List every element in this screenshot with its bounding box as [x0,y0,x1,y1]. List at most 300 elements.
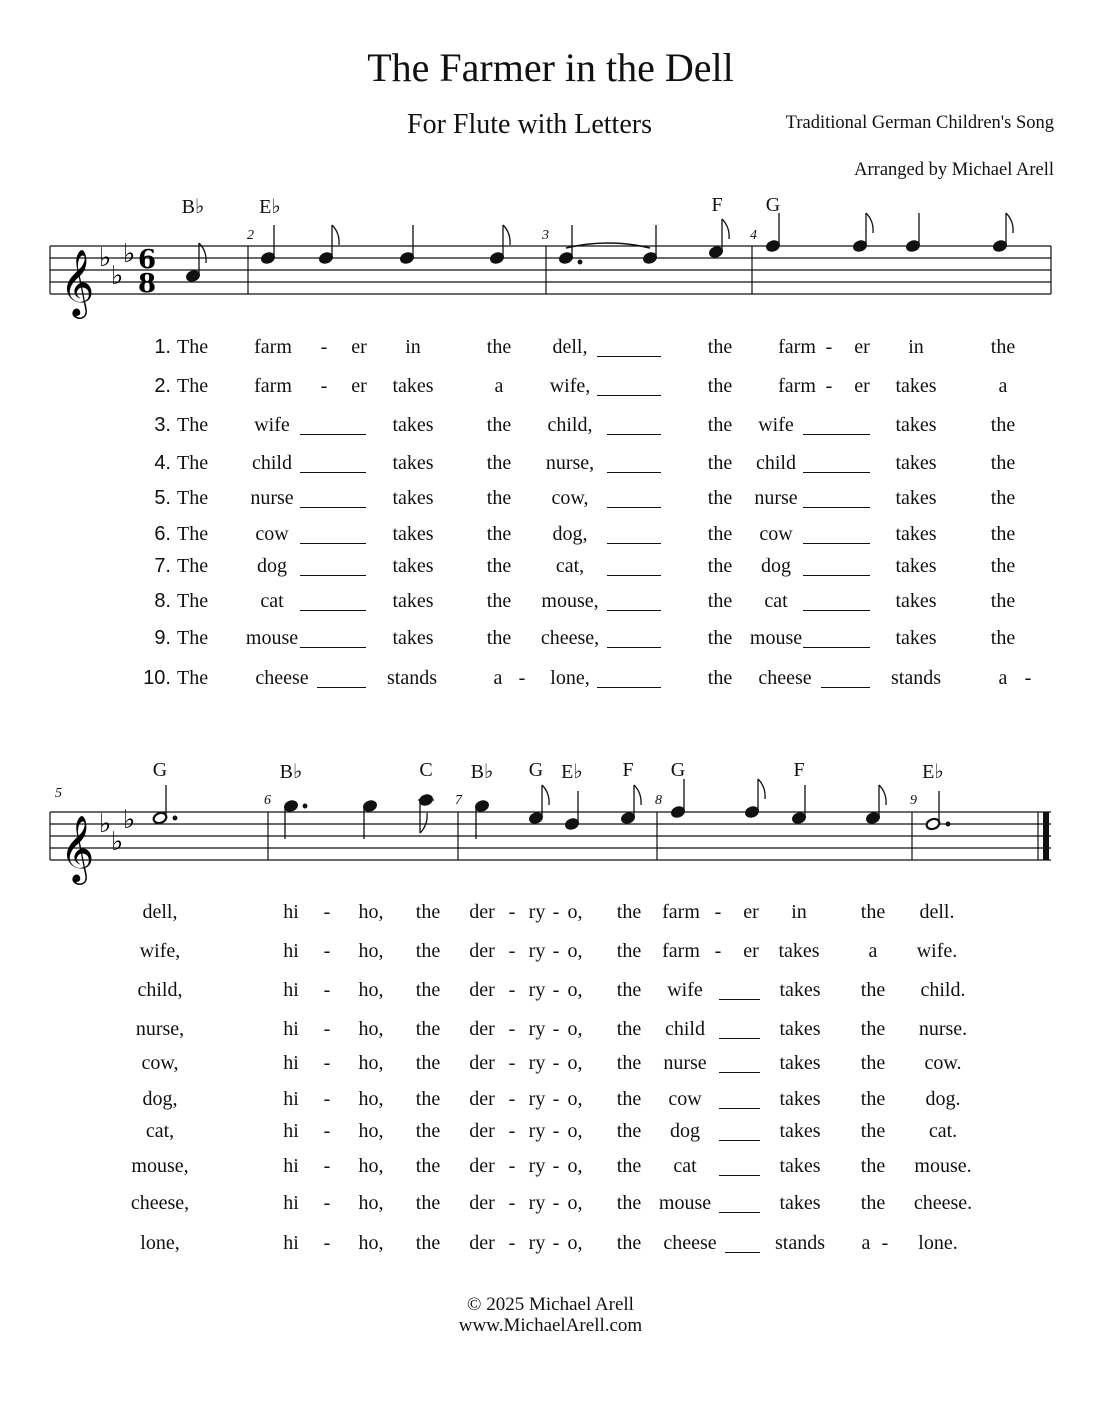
lyric-syllable: the [486,452,512,474]
lyric-syllable: hi [283,940,299,962]
lyric-syllable: - [323,1088,331,1110]
lyric-syllable: takes [895,590,937,612]
lyric-syllable: - [323,1120,331,1142]
lyric-syllable: - [552,1052,560,1074]
lyric-syllable: der [469,979,495,1001]
lyric-syllable: takes [392,523,434,545]
lyric-syllable: cheese, [130,1192,190,1214]
chord-symbol: G [528,759,544,781]
lyric-syllable: stands [891,667,941,689]
chord-symbol: B♭ [181,196,205,218]
lyric-syllable: dog. [925,1088,961,1110]
lyric-syllable: a [861,1232,871,1254]
lyric-extender [719,1175,760,1176]
lyric-syllable: cow, [551,487,589,509]
lyric-syllable: farm [662,940,700,962]
lyric-syllable: takes [392,627,434,649]
lyric-syllable: ho, [358,1155,384,1177]
lyric-syllable: hi [283,1018,299,1040]
chord-symbol: G [152,759,168,781]
lyric-syllable: the [616,1192,642,1214]
lyric-syllable: the [415,901,441,923]
final-barline [1043,812,1049,860]
lyric-syllable: ry [528,940,546,962]
lyric-syllable: - [552,1155,560,1177]
lyric-syllable: mouse, [541,590,599,612]
lyric-syllable: the [990,555,1016,577]
lyric-syllable: takes [779,1018,821,1040]
verse-number: 10. [143,667,171,689]
verse-number: 3. [154,414,171,436]
treble-clef: 𝄞 [60,814,95,882]
lyric-syllable: the [860,1052,886,1074]
lyric-syllable: hi [283,1120,299,1142]
lyric-syllable: ry [528,901,546,923]
lyric-syllable: cat [673,1155,697,1177]
lyric-syllable: a [998,375,1008,397]
lyric-syllable: the [616,1120,642,1142]
lyric-syllable: takes [779,1088,821,1110]
lyric-syllable: the [415,1155,441,1177]
lyric-syllable: - [508,1088,516,1110]
lyric-syllable: the [415,1232,441,1254]
lyric-syllable: takes [779,1052,821,1074]
lyric-syllable: farm [254,375,292,397]
lyric-syllable: wife [667,979,703,1001]
lyric-syllable: ry [528,1232,546,1254]
lyric-syllable: - [508,1018,516,1040]
svg-text:♭: ♭ [111,261,124,291]
lyric-syllable: child, [137,979,183,1001]
svg-text:♭: ♭ [123,805,136,835]
lyric-syllable: the [860,1192,886,1214]
lyric-syllable: the [707,375,733,397]
lyric-syllable: child [252,452,292,474]
lyric-syllable: the [486,487,512,509]
lyric-syllable: the [415,1088,441,1110]
lyric-syllable: the [990,414,1016,436]
lyric-syllable: the [486,336,512,358]
lyric-syllable: the [990,523,1016,545]
lyric-syllable: o, [567,979,583,1001]
song-title: The Farmer in the Dell [367,45,734,90]
lyric-syllable: hi [283,1155,299,1177]
lyric-syllable: cheese. [913,1192,973,1214]
lyric-syllable: the [707,336,733,358]
lyric-syllable: - [714,901,722,923]
lyric-syllable: the [486,555,512,577]
verse-number: 7. [154,555,171,577]
song-subtitle: For Flute with Letters [407,109,652,140]
arranger-credit: Arranged by Michael Arell [854,160,1054,180]
lyric-syllable: stands [387,667,437,689]
lyric-syllable: a [868,940,878,962]
lyric-syllable: er [743,940,759,962]
lyric-syllable: the [990,627,1016,649]
lyric-syllable: - [552,1232,560,1254]
lyric-syllable: hi [283,1088,299,1110]
lyric-syllable: o, [567,1155,583,1177]
lyric-syllable: cheese [255,667,309,689]
lyric-syllable: takes [779,1120,821,1142]
lyric-syllable: - [508,1120,516,1142]
lyric-syllable: cow [668,1088,702,1110]
lyric-syllable: the [415,940,441,962]
lyric-syllable: the [616,1052,642,1074]
lyric-syllable: a [493,667,503,689]
lyric-syllable: der [469,1018,495,1040]
lyric-extender [725,1252,760,1253]
lyric-syllable: hi [283,901,299,923]
lyric-syllable: takes [392,487,434,509]
lyric-syllable: The [177,555,209,577]
lyric-syllable: the [990,336,1016,358]
lyric-syllable: nurse, [135,1018,185,1040]
lyric-syllable: a [998,667,1008,689]
measure-number: 7 [455,793,462,808]
lyric-syllable: nurse [250,487,294,509]
lyric-syllable: the [415,979,441,1001]
lyric-syllable: - [508,1192,516,1214]
lyric-syllable: the [707,590,733,612]
lyric-syllable: mouse [245,627,299,649]
lyric-syllable: ho, [358,1018,384,1040]
lyric-syllable: - [320,336,328,358]
lyric-syllable: - [825,336,833,358]
lyric-syllable: wife [254,414,290,436]
lyric-syllable: hi [283,979,299,1001]
chord-symbol: F [793,759,805,781]
lyric-syllable: mouse [658,1192,712,1214]
lyric-syllable: child [665,1018,705,1040]
lyric-syllable: The [177,590,209,612]
verse-number: 4. [154,452,171,474]
lyric-syllable: hi [283,1232,299,1254]
lyric-syllable: o, [567,1052,583,1074]
lyric-extender [719,1038,760,1039]
lyric-syllable: ry [528,1120,546,1142]
lyric-syllable: - [552,979,560,1001]
lyric-syllable: cheese [663,1232,717,1254]
lyric-syllable: der [469,1052,495,1074]
lyric-syllable: er [854,336,870,358]
lyric-syllable: dell. [919,901,955,923]
svg-text:♭: ♭ [99,809,112,839]
lyric-syllable: The [177,627,209,649]
lyric-syllable: o, [567,1232,583,1254]
lyric-syllable: the [616,1088,642,1110]
lyric-syllable: the [860,901,886,923]
lyric-syllable: stands [775,1232,825,1254]
lyric-syllable: dell, [552,336,588,358]
lyric-syllable: ry [528,1155,546,1177]
lyric-syllable: cat [764,590,788,612]
website: www.MichaelArell.com [458,1315,643,1336]
chord-symbol: E♭ [561,761,583,783]
chord-symbol: E♭ [922,761,944,783]
lyric-syllable: the [616,1155,642,1177]
lyric-syllable: the [860,1018,886,1040]
chord-symbol: F [711,194,723,216]
lyric-syllable: - [323,1192,331,1214]
lyric-syllable: - [508,1155,516,1177]
lyric-syllable: ry [528,1052,546,1074]
lyric-syllable: - [881,1232,889,1254]
lyric-syllable: o, [567,901,583,923]
measure-number: 5 [55,786,62,801]
footer [0,1294,1101,1336]
lyric-syllable: cat [260,590,284,612]
lyric-syllable: der [469,901,495,923]
lyric-syllable: der [469,1088,495,1110]
lyric-syllable: ry [528,1018,546,1040]
lyric-syllable: lone. [918,1232,958,1254]
measure-number: 8 [655,793,662,808]
lyric-syllable: - [323,1052,331,1074]
lyric-syllable: the [486,590,512,612]
lyric-syllable: takes [392,590,434,612]
lyric-syllable: ho, [358,1052,384,1074]
lyric-syllable: takes [392,555,434,577]
treble-clef: 𝄞 [60,248,95,316]
verse-number: 5. [154,487,171,509]
chord-symbol: C [419,759,433,781]
chord-symbol: F [622,759,634,781]
lyric-syllable: the [707,523,733,545]
lyric-syllable: takes [779,1192,821,1214]
measure-number: 3 [542,228,549,243]
lyric-syllable: cow [759,523,793,545]
chord-symbol: G [765,194,781,216]
lyric-syllable: - [323,1018,331,1040]
lyric-syllable: The [177,667,209,689]
lyric-syllable: ho, [358,1192,384,1214]
lyric-syllable: a [494,375,504,397]
svg-text:♭: ♭ [123,239,136,269]
lyric-syllable: der [469,1120,495,1142]
lyric-syllable: the [415,1192,441,1214]
lyric-syllable: dell, [142,901,178,923]
lyric-syllable: the [707,487,733,509]
lyric-syllable: - [508,979,516,1001]
lyric-syllable: er [743,901,759,923]
lyric-syllable: o, [567,1018,583,1040]
lyric-syllable: cow [255,523,289,545]
lyric-syllable: takes [895,487,937,509]
lyric-syllable: - [552,1088,560,1110]
lyric-syllable: takes [779,979,821,1001]
measure-number: 6 [264,793,271,808]
lyric-syllable: - [508,1052,516,1074]
lyric-syllable: o, [567,940,583,962]
chord-symbol: G [670,759,686,781]
lyric-syllable: ho, [358,1088,384,1110]
lyric-syllable: The [177,452,209,474]
lyric-syllable: the [486,627,512,649]
lyric-syllable: hi [283,1052,299,1074]
chord-symbol: E♭ [259,196,281,218]
lyric-syllable: wife. [916,940,958,962]
svg-text:♭: ♭ [99,243,112,273]
lyric-syllable: farm [662,901,700,923]
lyric-syllable: wife, [549,375,591,397]
lyric-syllable: child. [920,979,966,1001]
lyric-syllable: the [860,1120,886,1142]
lyric-syllable: - [508,940,516,962]
lyric-syllable: The [177,414,209,436]
lyric-syllable: er [854,375,870,397]
lyric-syllable: farm [778,336,816,358]
lyric-syllable: the [616,940,642,962]
lyric-syllable: takes [779,1155,821,1177]
lyric-syllable: The [177,523,209,545]
measure-number: 9 [910,793,917,808]
lyric-syllable: takes [895,452,937,474]
lyric-syllable: o, [567,1192,583,1214]
lyric-syllable: takes [895,414,937,436]
lyric-syllable: the [486,523,512,545]
verse-number: 6. [154,523,171,545]
lyric-syllable: the [707,627,733,649]
lyric-syllable: The [177,336,209,358]
lyric-syllable: takes [895,627,937,649]
lyric-syllable: child, [547,414,593,436]
lyric-syllable: the [486,414,512,436]
lyric-syllable: wife [758,414,794,436]
key-signature [99,805,135,857]
lyric-syllable: nurse [663,1052,707,1074]
lyric-syllable: - [552,1018,560,1040]
lyric-syllable: ry [528,1088,546,1110]
lyric-extender [719,1072,760,1073]
measure-number: 4 [750,228,757,243]
composer-credit: Traditional German Children's Song [785,113,1054,133]
lyric-syllable: - [1024,667,1032,689]
lyric-syllable: dog [257,555,287,577]
lyric-extender [719,1212,760,1213]
lyric-syllable: o, [567,1088,583,1110]
lyric-syllable: cow. [924,1052,962,1074]
lyric-syllable: in [791,901,807,923]
lyric-syllable: er [351,375,367,397]
lyric-syllable: - [323,901,331,923]
lyric-syllable: The [177,487,209,509]
lyric-syllable: cow, [141,1052,179,1074]
lyric-syllable: hi [283,1192,299,1214]
lyric-syllable: nurse [754,487,798,509]
lyric-syllable: ho, [358,901,384,923]
lyric-syllable: the [707,452,733,474]
lyric-syllable: cat, [555,555,585,577]
lyric-syllable: der [469,1232,495,1254]
lyric-syllable: farm [778,375,816,397]
lyric-syllable: - [552,1120,560,1142]
lyric-syllable: the [707,667,733,689]
lyric-syllable: cheese [758,667,812,689]
lyric-syllable: the [616,1018,642,1040]
lyric-syllable: - [320,375,328,397]
lyric-syllable: ry [528,979,546,1001]
lyric-syllable: takes [895,523,937,545]
lyric-syllable: cat. [928,1120,958,1142]
lyric-syllable: takes [895,375,937,397]
verse-number: 1. [154,336,171,358]
lyric-syllable: the [616,979,642,1001]
lyric-syllable: nurse. [918,1018,968,1040]
lyric-syllable: cheese, [540,627,600,649]
svg-text:6: 6 [137,245,157,275]
lyric-syllable: - [323,1155,331,1177]
lyric-syllable: cat, [145,1120,175,1142]
lyric-syllable: the [415,1018,441,1040]
lyric-syllable: the [990,590,1016,612]
lyric-syllable: wife, [139,940,181,962]
lyric-syllable: er [351,336,367,358]
lyric-syllable: der [469,1155,495,1177]
lyric-syllable: - [323,1232,331,1254]
lyric-syllable: takes [392,452,434,474]
lyric-syllable: dog, [552,523,588,545]
lyric-syllable: dog [670,1120,700,1142]
verse-number: 9. [154,627,171,649]
lyric-syllable: the [990,452,1016,474]
lyric-syllable: farm [254,336,292,358]
verse-number: 2. [154,375,171,397]
lyric-syllable: the [707,555,733,577]
lyric-syllable: the [860,1088,886,1110]
lyric-syllable: child [756,452,796,474]
lyric-syllable: takes [392,414,434,436]
lyric-syllable: the [415,1120,441,1142]
lyric-syllable: - [552,1192,560,1214]
lyric-syllable: mouse [749,627,803,649]
lyric-syllable: the [616,1232,642,1254]
lyric-syllable: ho, [358,1232,384,1254]
chord-symbol: B♭ [279,761,303,783]
lyric-syllable: lone, [140,1232,180,1254]
copyright: © 2025 Michael Arell [467,1294,634,1315]
lyric-syllable: - [552,940,560,962]
lyric-syllable: - [323,940,331,962]
verse-number: 8. [154,590,171,612]
lyric-extender [719,1140,760,1141]
chord-symbol: B♭ [470,761,494,783]
lyric-syllable: the [860,979,886,1001]
lyric-syllable: dog, [142,1088,178,1110]
lyric-extender [719,999,760,1000]
lyric-syllable: the [860,1155,886,1177]
lyric-syllable: - [508,901,516,923]
lyric-syllable: mouse. [914,1155,972,1177]
lyric-syllable: takes [778,940,820,962]
lyric-syllable: - [552,901,560,923]
lyric-syllable: - [714,940,722,962]
lyric-syllable: The [177,375,209,397]
lyric-syllable: nurse, [545,452,595,474]
lyric-syllable: ho, [358,940,384,962]
lyric-syllable: in [908,336,924,358]
lyric-syllable: ho, [358,979,384,1001]
lyric-syllable: lone, [550,667,590,689]
svg-text:♭: ♭ [111,827,124,857]
lyric-syllable: the [707,414,733,436]
measure-number: 2 [247,228,254,243]
lyric-syllable: in [405,336,421,358]
lyric-syllable: takes [392,375,434,397]
svg-text:8: 8 [137,269,157,299]
lyric-syllable: the [415,1052,441,1074]
lyric-syllable: the [616,901,642,923]
